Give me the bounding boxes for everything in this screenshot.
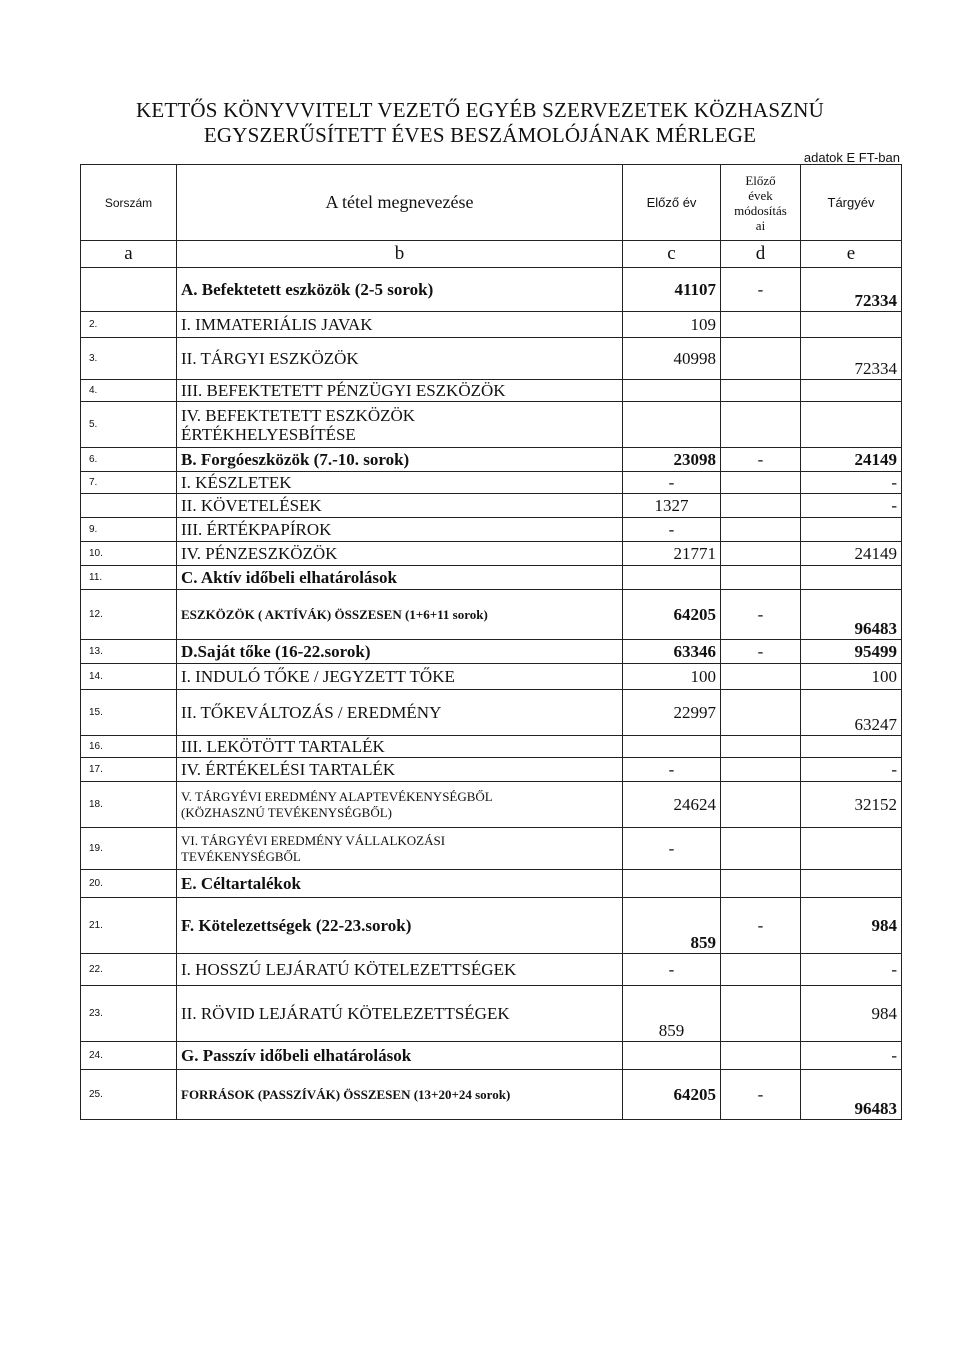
row-mod [721, 338, 801, 380]
row-prev: 40998 [623, 338, 721, 380]
row-name: D.Saját tőke (16-22.sorok) [177, 640, 623, 664]
row-mod [721, 494, 801, 518]
row-number: 12. [81, 590, 177, 640]
table-row [81, 380, 902, 402]
row-name: E. Céltartalékok [177, 870, 623, 898]
letter-e: e [801, 241, 902, 268]
row-number [81, 494, 177, 518]
row-name-line-1: VI. TÁRGYÉVI EREDMÉNY VÁLLALKOZÁSI [181, 832, 446, 848]
row-mod: - [721, 590, 801, 640]
document-title [0, 98, 960, 148]
row-name: II. KÖVETELÉSEK [177, 494, 623, 518]
letter-d: d [721, 241, 801, 268]
row-number: 16. [81, 736, 177, 758]
row-name-line-2: ÉRTÉKHELYESBÍTÉSE [181, 424, 356, 444]
row-curr: 100 [801, 664, 902, 690]
row-name: II. TŐKEVÁLTOZÁS / EREDMÉNY [177, 690, 623, 736]
row-curr: 96483 [801, 1070, 902, 1120]
row-mod [721, 690, 801, 736]
header-name: A tétel megnevezése [177, 165, 623, 241]
row-number: 13. [81, 640, 177, 664]
unit-note: adatok E FT-ban [803, 150, 900, 165]
row-mod [721, 472, 801, 494]
row-mod [721, 828, 801, 870]
table-row [81, 590, 902, 640]
row-number: 23. [81, 986, 177, 1042]
row-name: C. Aktív időbeli elhatárolások [177, 566, 623, 590]
table-row [81, 1070, 902, 1120]
table-row [81, 494, 902, 518]
row-curr: - [801, 758, 902, 782]
row-number: 6. [81, 448, 177, 472]
row-number: 15. [81, 690, 177, 736]
row-curr [801, 870, 902, 898]
row-prev: 859 [623, 898, 721, 954]
row-prev [623, 870, 721, 898]
table-row [81, 640, 902, 664]
row-name-line-2: TEVÉKENYSÉGBŐL [181, 848, 301, 864]
table-row [81, 338, 902, 380]
row-name: I. KÉSZLETEK [177, 472, 623, 494]
row-curr: 24149 [801, 542, 902, 566]
row-mod [721, 870, 801, 898]
row-number: 21. [81, 898, 177, 954]
row-name [177, 402, 623, 448]
row-name: IV. ÉRTÉKELÉSI TARTALÉK [177, 758, 623, 782]
letters-row [81, 241, 902, 268]
row-name: I. HOSSZÚ LEJÁRATÚ KÖTELEZETTSÉGEK [177, 954, 623, 986]
row-name: A. Befektetett eszközök (2-5 sorok) [177, 268, 623, 312]
row-name: ESZKÖZÖK ( AKTÍVÁK) ÖSSZESEN (1+6+11 sorok) [177, 590, 623, 640]
row-prev: 1327 [623, 494, 721, 518]
row-name: I. INDULÓ TŐKE / JEGYZETT TŐKE [177, 664, 623, 690]
row-mod [721, 380, 801, 402]
row-number: 24. [81, 1042, 177, 1070]
table-row [81, 828, 902, 870]
row-prev [623, 566, 721, 590]
letter-b: b [177, 241, 623, 268]
row-prev: - [623, 954, 721, 986]
row-curr: 96483 [801, 590, 902, 640]
row-prev: 100 [623, 664, 721, 690]
row-name: III. BEFEKTETETT PÉNZÜGYI ESZKÖZÖK [177, 380, 623, 402]
row-name: III. LEKÖTÖTT TARTALÉK [177, 736, 623, 758]
table-row [81, 736, 902, 758]
row-number: 22. [81, 954, 177, 986]
table-row [81, 518, 902, 542]
row-name: II. RÖVID LEJÁRATÚ KÖTELEZETTSÉGEK [177, 986, 623, 1042]
row-prev [623, 736, 721, 758]
row-curr: 63247 [801, 690, 902, 736]
letter-c: c [623, 241, 721, 268]
row-prev: 23098 [623, 448, 721, 472]
title-line-2: EGYSZERŰSÍTETT ÉVES BESZÁMOLÓJÁNAK MÉRLEGE [203, 123, 757, 147]
row-prev [623, 402, 721, 448]
row-prev: 64205 [623, 1070, 721, 1120]
row-number: 14. [81, 664, 177, 690]
row-number: 2. [81, 312, 177, 338]
balance-sheet-table [80, 164, 902, 1120]
header-prev: Előző év [623, 165, 721, 241]
row-mod: - [721, 448, 801, 472]
table-row [81, 566, 902, 590]
row-number: 7. [81, 472, 177, 494]
row-number: 17. [81, 758, 177, 782]
row-number: 9. [81, 518, 177, 542]
row-curr: - [801, 472, 902, 494]
row-prev: 859 [623, 986, 721, 1042]
row-number: 4. [81, 380, 177, 402]
row-curr: - [801, 494, 902, 518]
table-row [81, 782, 902, 828]
row-mod [721, 1042, 801, 1070]
table-row [81, 690, 902, 736]
row-number: 3. [81, 338, 177, 380]
row-mod: - [721, 1070, 801, 1120]
row-mod [721, 736, 801, 758]
table-row [81, 448, 902, 472]
row-name: III. ÉRTÉKPAPÍROK [177, 518, 623, 542]
row-name-line-1: IV. BEFEKTETETT ESZKÖZÖK [181, 405, 416, 425]
row-curr [801, 828, 902, 870]
row-prev: - [623, 518, 721, 542]
row-name: IV. PÉNZESZKÖZÖK [177, 542, 623, 566]
row-prev: 109 [623, 312, 721, 338]
row-name: F. Kötelezettségek (22-23.sorok) [177, 898, 623, 954]
table-row [81, 1042, 902, 1070]
row-curr: 984 [801, 986, 902, 1042]
row-mod: - [721, 898, 801, 954]
row-mod [721, 566, 801, 590]
row-curr: 984 [801, 898, 902, 954]
row-curr [801, 380, 902, 402]
row-prev: 64205 [623, 590, 721, 640]
row-number: 5. [81, 402, 177, 448]
row-mod [721, 542, 801, 566]
row-curr [801, 566, 902, 590]
header-row [81, 165, 902, 241]
row-name-line-2: (KÖZHASZNÚ TEVÉKENYSÉGBŐL) [181, 804, 392, 820]
table-row [81, 986, 902, 1042]
table-row [81, 542, 902, 566]
row-curr: 72334 [801, 338, 902, 380]
table-row [81, 870, 902, 898]
table-row [81, 268, 902, 312]
row-prev: - [623, 828, 721, 870]
row-mod [721, 986, 801, 1042]
row-curr: 72334 [801, 268, 902, 312]
letter-a: a [81, 241, 177, 268]
row-prev: 41107 [623, 268, 721, 312]
row-mod [721, 758, 801, 782]
row-name: II. TÁRGYI ESZKÖZÖK [177, 338, 623, 380]
row-mod: - [721, 640, 801, 664]
row-name [177, 782, 623, 828]
row-number: 20. [81, 870, 177, 898]
row-name [177, 828, 623, 870]
row-mod: - [721, 268, 801, 312]
row-mod [721, 782, 801, 828]
row-curr: - [801, 954, 902, 986]
table-row [81, 402, 902, 448]
table-row [81, 472, 902, 494]
row-curr: 24149 [801, 448, 902, 472]
row-prev: - [623, 472, 721, 494]
row-prev: - [623, 758, 721, 782]
row-curr [801, 518, 902, 542]
row-mod [721, 312, 801, 338]
table-row [81, 664, 902, 690]
row-name: G. Passzív időbeli elhatárolások [177, 1042, 623, 1070]
row-number: 19. [81, 828, 177, 870]
row-mod [721, 954, 801, 986]
row-curr [801, 736, 902, 758]
row-number [81, 268, 177, 312]
row-prev: 24624 [623, 782, 721, 828]
row-prev: 21771 [623, 542, 721, 566]
row-mod [721, 664, 801, 690]
row-curr [801, 312, 902, 338]
row-number: 11. [81, 566, 177, 590]
row-number: 10. [81, 542, 177, 566]
header-sorszam: Sorszám [81, 165, 177, 241]
row-name: FORRÁSOK (PASSZÍVÁK) ÖSSZESEN (13+20+24 sorok) [177, 1070, 623, 1120]
row-curr [801, 402, 902, 448]
row-mod [721, 402, 801, 448]
table-row [81, 954, 902, 986]
header-curr: Tárgyév [801, 165, 902, 241]
table-row [81, 312, 902, 338]
row-number: 18. [81, 782, 177, 828]
row-prev: 22997 [623, 690, 721, 736]
table-row [81, 898, 902, 954]
row-name: B. Forgóeszközök (7.-10. sorok) [177, 448, 623, 472]
row-name-line-1: V. TÁRGYÉVI EREDMÉNY ALAPTEVÉKENYSÉGBŐL [181, 788, 493, 804]
row-number: 25. [81, 1070, 177, 1120]
row-curr: 32152 [801, 782, 902, 828]
header-mod: Előző évek módosítás ai [721, 165, 801, 241]
table-row [81, 758, 902, 782]
row-prev: 63346 [623, 640, 721, 664]
row-curr: 95499 [801, 640, 902, 664]
title-line-1: KETTŐS KÖNYVVITELT VEZETŐ EGYÉB SZERVEZETEK KÖZHASZNÚ [135, 98, 825, 122]
row-prev [623, 380, 721, 402]
row-prev [623, 1042, 721, 1070]
row-curr: - [801, 1042, 902, 1070]
row-mod [721, 518, 801, 542]
row-name: I. IMMATERIÁLIS JAVAK [177, 312, 623, 338]
